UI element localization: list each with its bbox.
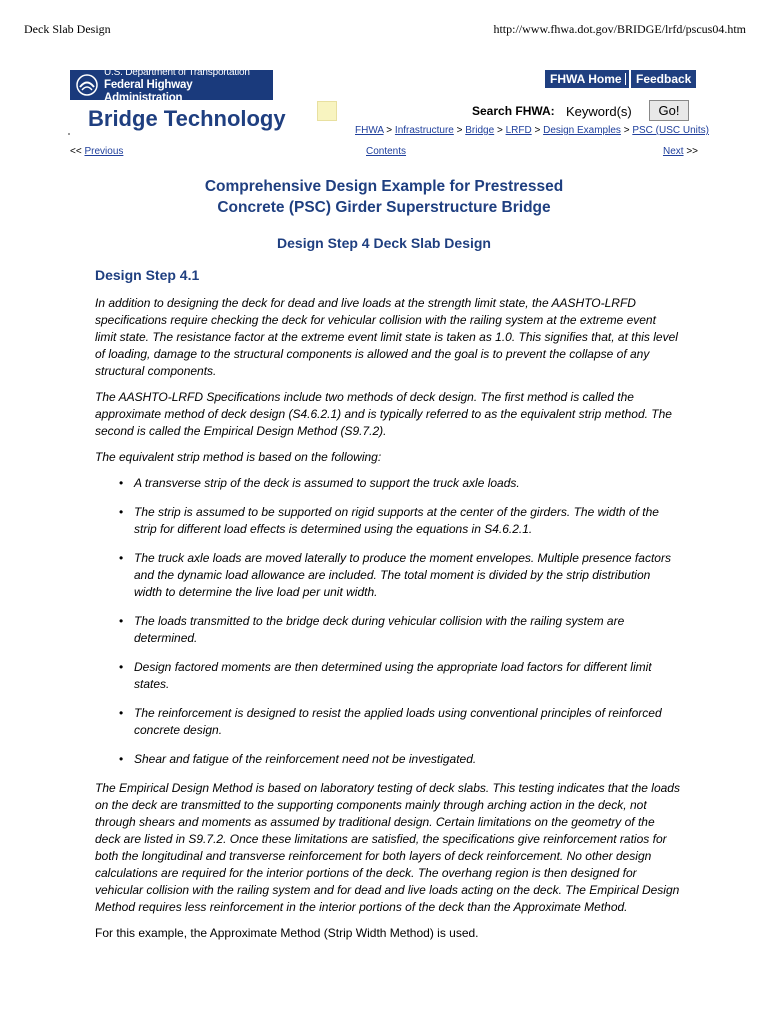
logo-agency: Federal Highway Administration — [104, 78, 193, 104]
fhwa-home-button[interactable]: FHWA Home — [545, 70, 627, 88]
breadcrumb-infrastructure[interactable]: Infrastructure — [394, 125, 454, 136]
nav-separator — [622, 70, 629, 88]
page-navigation — [70, 146, 698, 160]
list-item: • The loads transmitted to the bridge deck during vehicular collision with the railing system are determined. — [119, 614, 625, 645]
next-link[interactable]: Next — [662, 146, 684, 157]
print-header-url: http://www.fhwa.dot.gov/BRIDGE/lrfd/pscus04.htm — [493, 22, 746, 36]
list-item: • The truck axle loads are moved laterally to produce the moment envelopes. Multiple presence factors and the dynamic load allowance are included. The total moment is divided by the strip distribution width to determine the live load per unit width. — [119, 551, 671, 599]
breadcrumb-separator: > — [456, 125, 463, 136]
article-body — [95, 295, 680, 951]
search-go-button[interactable]: Go! — [649, 100, 689, 121]
empirical-paragraph: The Empirical Design Method is based on laboratory testing of deck slabs. This testing indicates that the loads on the deck are transmitted to the supporting components mainly through arching action in the deck, not through shears and moments as assumed by traditional design. Certain limitations on the geometry of the deck are listed in S9.7.2. Once these limitations are satisfied, the specifications give reinforcement ratios for both the longitudinal and transverse reinforcement for both layers of deck reinforcement. No other design calculations are required for the interior portions of the deck. The overhang region is then designed for vehicular collision with the railing system and for dead and live loads acting on the deck. The Empirical Design Method requires less reinforcement in the interior portions of the deck than the Approximate Method. — [95, 781, 680, 914]
breadcrumb-design-examples[interactable]: Design Examples — [543, 125, 621, 136]
page-title-line2: Concrete (PSC) Girder Superstructure Bridge — [217, 199, 551, 216]
breadcrumb-separator: > — [623, 125, 630, 136]
search-label: Search FHWA: — [472, 104, 555, 118]
design-step-title: Design Step 4 Deck Slab Design — [277, 235, 491, 251]
list-item: • Design factored moments are then determined using the appropriate load factors for different limit states. — [119, 660, 652, 691]
breadcrumb — [355, 125, 709, 136]
strip-method-list — [95, 475, 680, 768]
breadcrumb-bridge[interactable]: Bridge — [465, 125, 495, 136]
dot-fhwa-logo[interactable] — [70, 66, 273, 104]
print-header-title: Deck Slab Design — [24, 22, 111, 36]
site-title: Bridge Technology — [88, 106, 286, 131]
intro-paragraph: In addition to designing the deck for dead and live loads at the strength limit state, the AASHTO-LRFD specifications require checking the deck for vehicular collision with the railing system at the extreme event limit state. The resistance factor at the extreme event limit state is taken as 1.0. This signifies that, at this level of loading, damage to the structural components is allowed and the goal is to prevent the collapse of any structural components. — [95, 296, 678, 378]
breadcrumb-psc-usc-units[interactable]: PSC (USC Units) — [632, 125, 709, 136]
decorative-dot — [68, 133, 70, 135]
breadcrumb-separator: > — [386, 125, 393, 136]
list-item: • Shear and fatigue of the reinforcement need not be investigated. — [119, 752, 477, 766]
breadcrumb-separator: > — [534, 125, 541, 136]
search-input[interactable] — [564, 102, 646, 120]
breadcrumb-lrfd[interactable]: LRFD — [505, 125, 532, 136]
feedback-button[interactable]: Feedback — [631, 70, 696, 88]
list-item: • A transverse strip of the deck is assumed to support the truck axle loads. — [119, 476, 520, 490]
section-heading: Design Step 4.1 — [95, 267, 200, 283]
conclusion-paragraph: For this example, the Approximate Method (Strip Width Method) is used. — [95, 926, 479, 940]
logo-department: U.S. Department of Transportation — [104, 66, 250, 78]
list-item: • The reinforcement is designed to resist the applied loads using conventional principles of reinforced concrete design. — [119, 706, 662, 737]
next-arrows: >> — [686, 146, 698, 157]
contents-link[interactable]: Contents — [366, 146, 407, 157]
dot-seal-icon — [76, 74, 98, 96]
strip-method-lead: The equivalent strip method is based on the following: — [95, 450, 382, 464]
list-item: • The strip is assumed to be supported on rigid supports at the center of the girders. The width of the strip for different load effects is determined using the equations in S4.6.2.1. — [119, 505, 659, 536]
prev-arrows: << — [70, 146, 82, 157]
page-title — [70, 176, 698, 218]
breadcrumb-fhwa[interactable]: FHWA — [355, 125, 384, 136]
decorative-square — [317, 101, 337, 121]
page-title-line1: Comprehensive Design Example for Prestressed — [204, 178, 564, 195]
methods-paragraph: The AASHTO-LRFD Specifications include two methods of deck design. The first method is called the approximate method of deck design (S4.6.2.1) and is typically referred to as the equivalent strip method. The second is called the Empirical Design Method (S9.7.2). — [95, 390, 672, 438]
previous-link[interactable]: Previous — [84, 146, 124, 157]
breadcrumb-separator: > — [496, 125, 503, 136]
